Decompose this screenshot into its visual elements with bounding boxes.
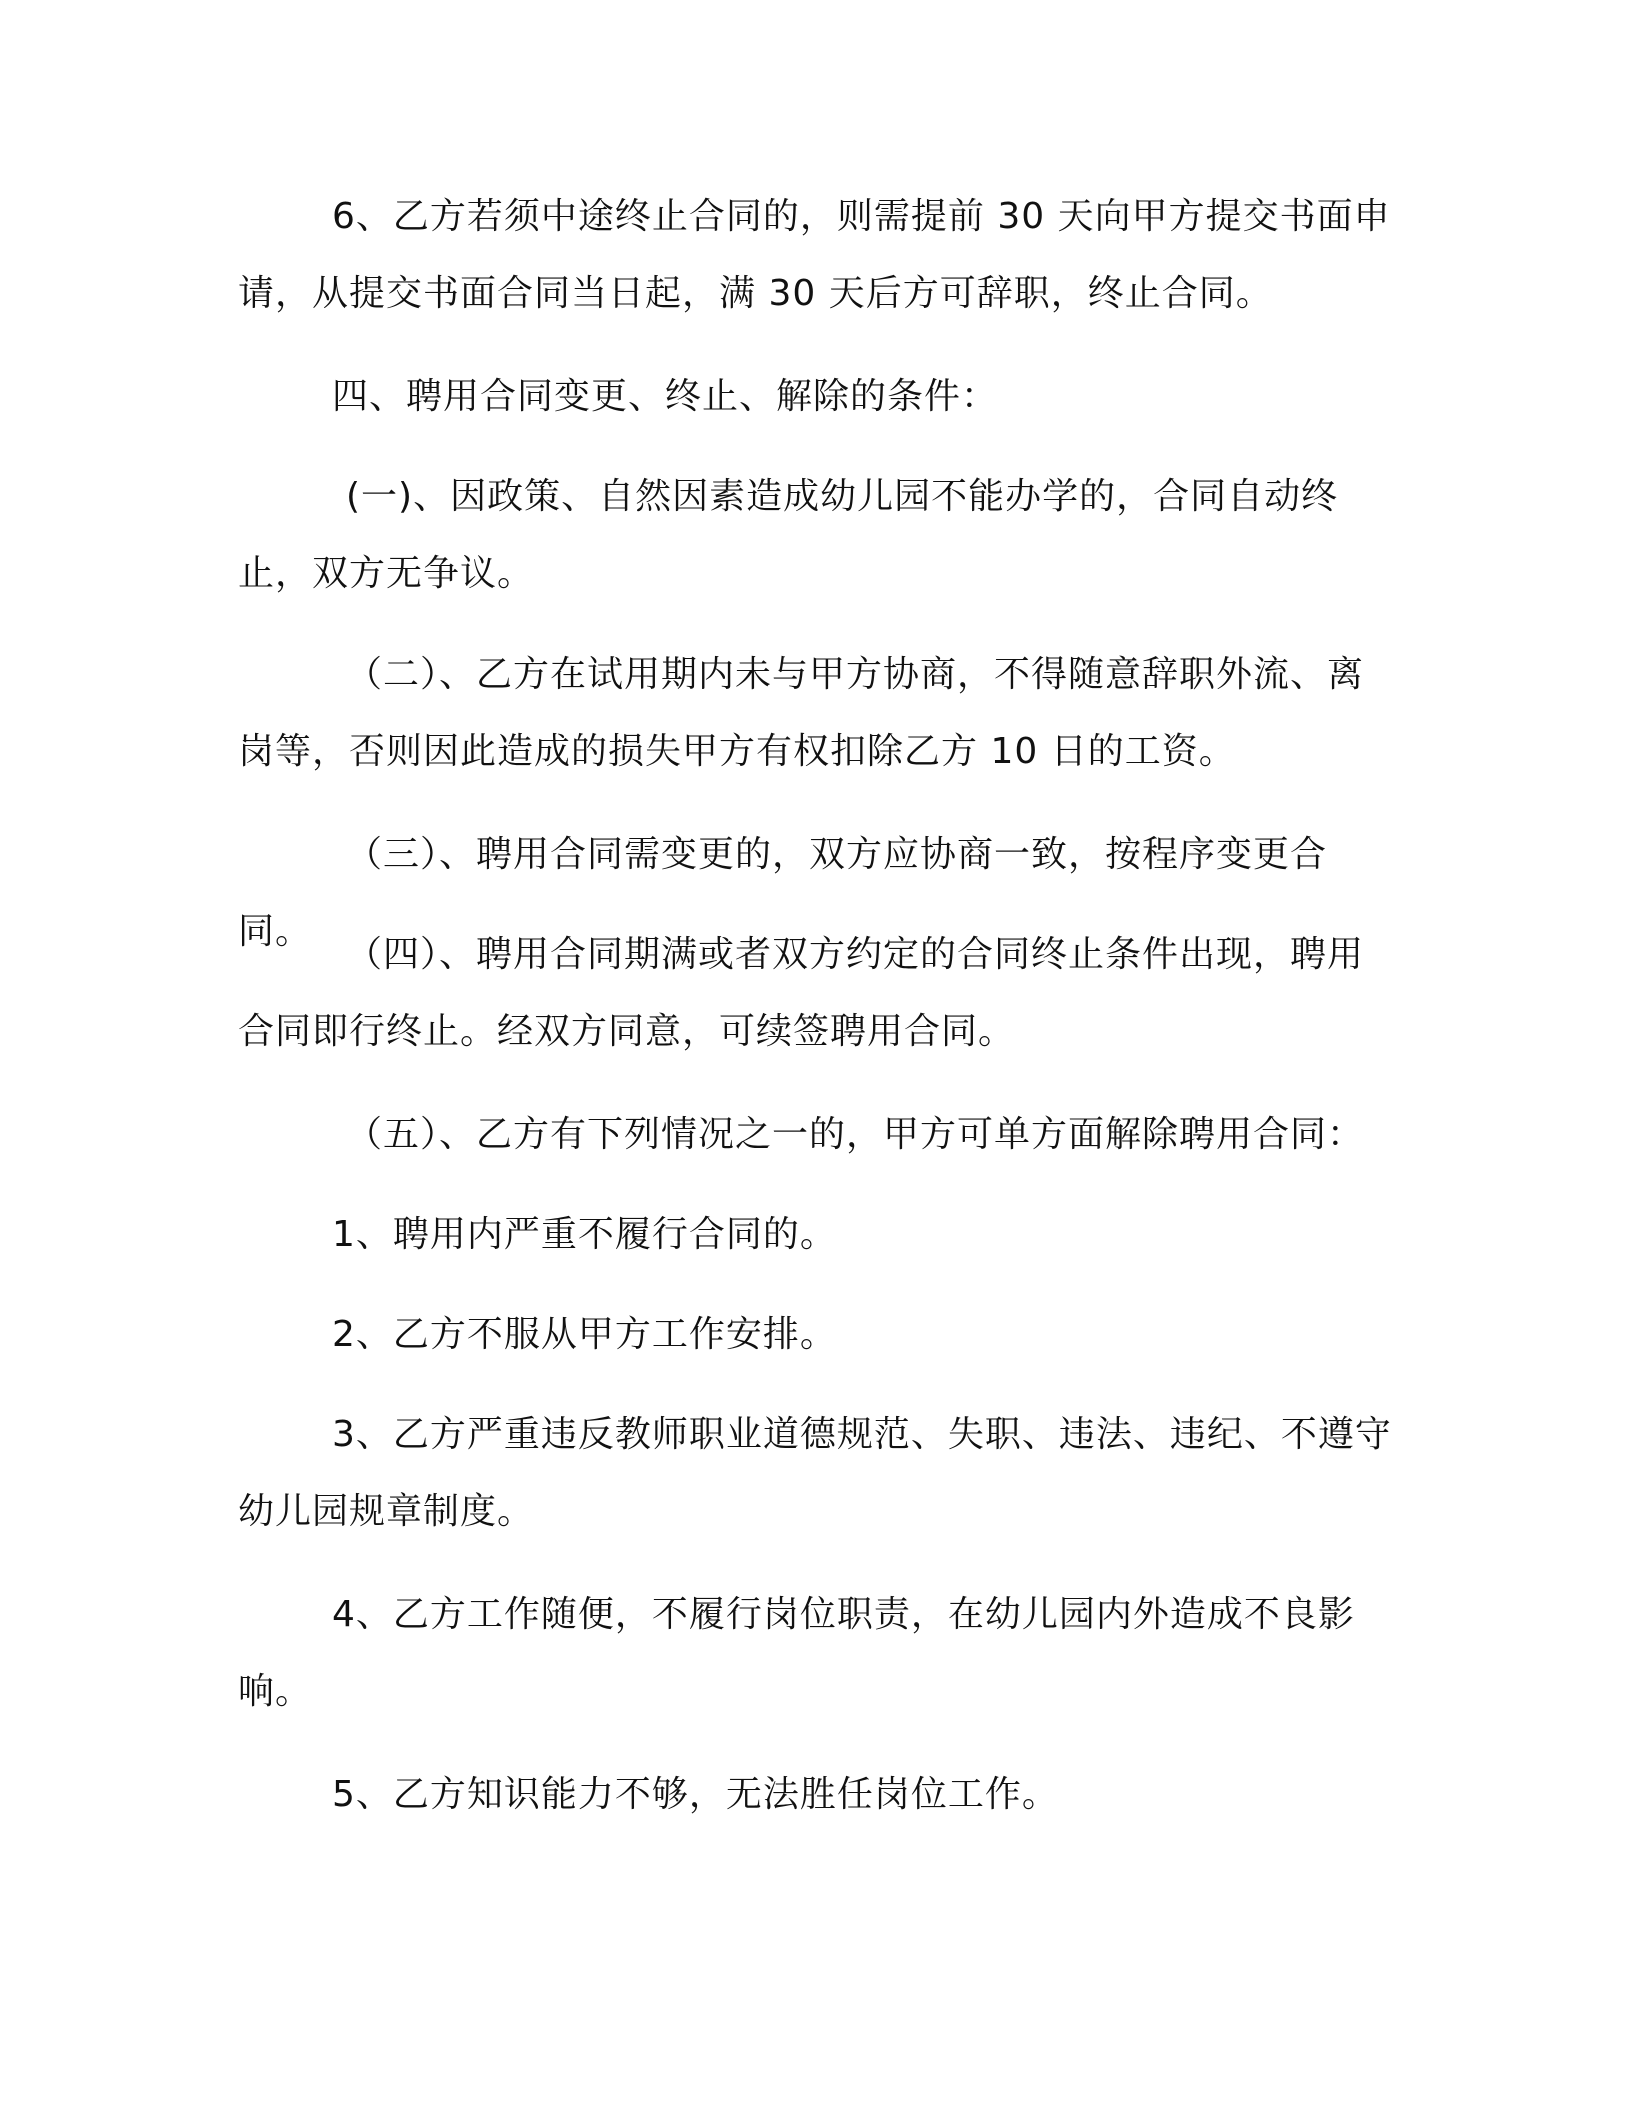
section-heading-four: 四、聘用合同变更、终止、解除的条件： xyxy=(332,376,999,417)
list-item-3: 3、乙方严重违反教师职业道德规范、失职、违法、违纪、不遵守幼儿园规章制度。 xyxy=(238,1414,1392,1532)
list-item-4: 4、乙方工作随便，不履行岗位职责，在幼儿园内外造成不良影响。 xyxy=(238,1594,1355,1712)
list-item-5: 5、乙方知识能力不够，无法胜任岗位工作。 xyxy=(332,1774,1059,1815)
clause-five: （五）、乙方有下列情况之一的，甲方可单方面解除聘用合同： xyxy=(346,1114,1365,1155)
list-item-1: 1、聘用内严重不履行合同的。 xyxy=(332,1214,837,1255)
clause-three: （三）、聘用合同需变更的，双方应协商一致，按程序变更合同。 xyxy=(238,834,1328,952)
paragraph-item-6-resignation: 6、乙方若须中途终止合同的，则需提前 30 天向甲方提交书面申请，从提交书面合同当日起，满 30 天后方可辞职，终止合同。 xyxy=(238,196,1391,314)
clause-four: （四）、聘用合同期满或者双方约定的合同终止条件出现，聘用合同即行终止。经双方同意，可续签聘用合同。 xyxy=(238,934,1365,1052)
clause-two: （二）、乙方在试用期内未与甲方协商，不得随意辞职外流、离岗等，否则因此造成的损失甲方有权扣除乙方 10 日的工资。 xyxy=(238,654,1365,772)
list-item-2: 2、乙方不服从甲方工作安排。 xyxy=(332,1314,837,1355)
clause-one: (一)、因政策、自然因素造成幼儿园不能办学的，合同自动终止，双方无争议。 xyxy=(238,476,1339,594)
